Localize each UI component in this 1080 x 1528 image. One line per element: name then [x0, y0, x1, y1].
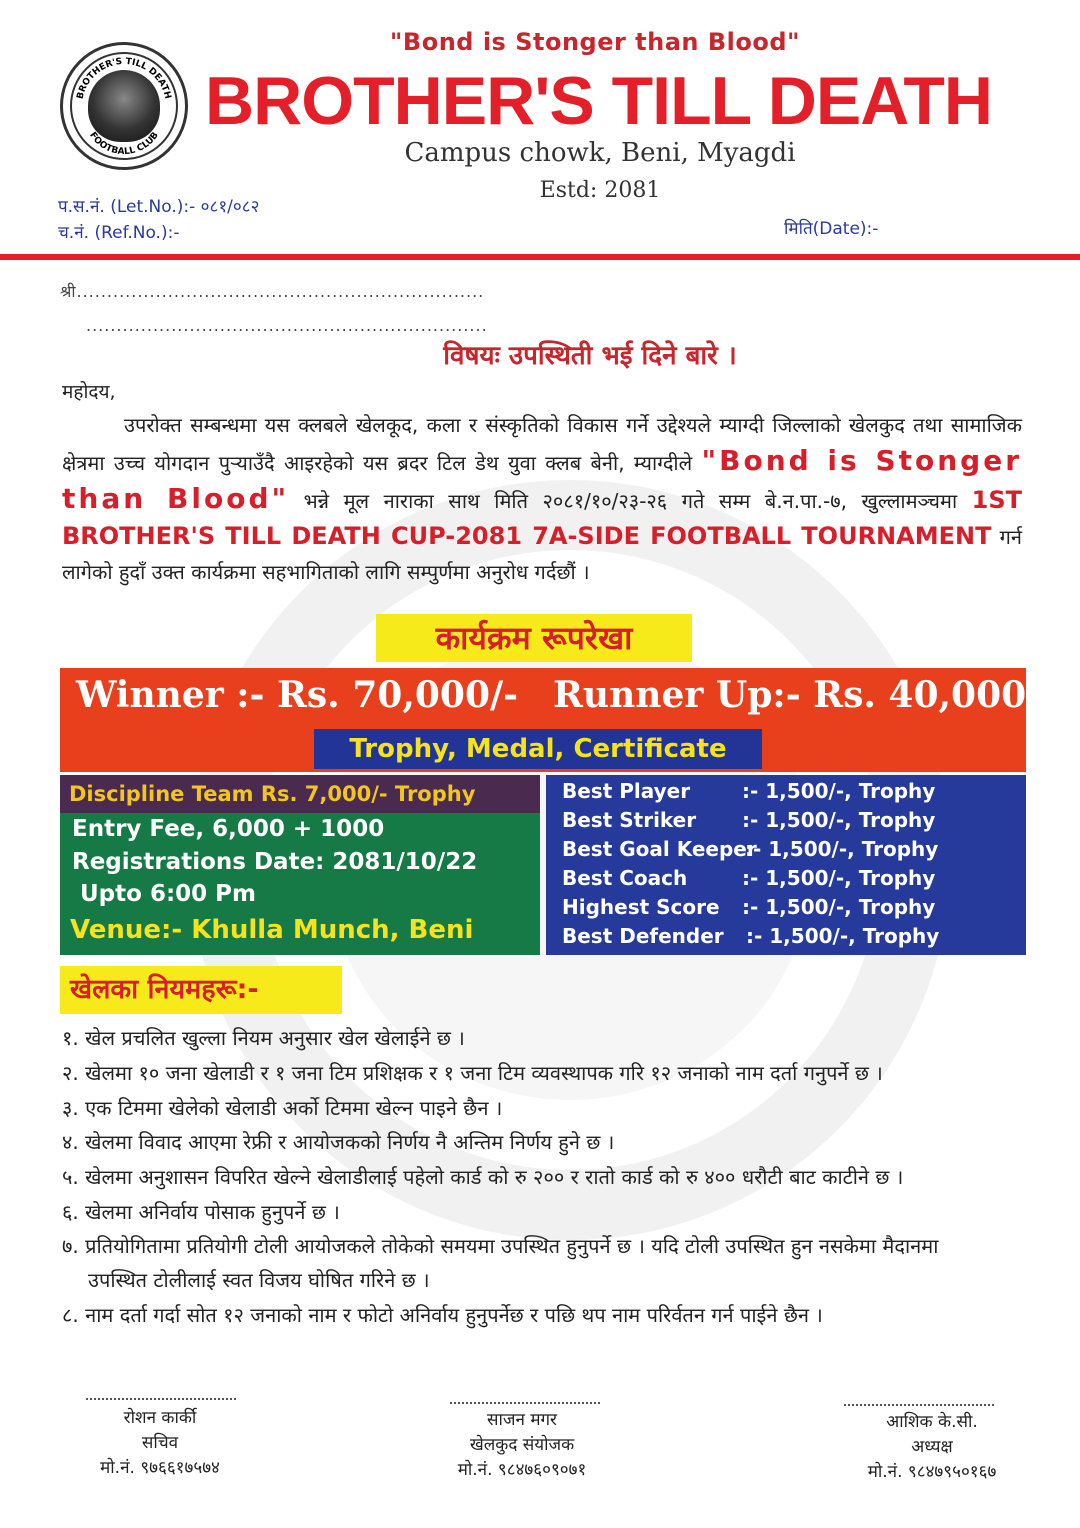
award-value: :- 1,500/-, Trophy: [742, 895, 936, 919]
award-value: :- 1,500/-, Trophy: [742, 866, 936, 890]
salutation: महोदय,: [62, 381, 116, 403]
rule-item: ३. एक टिममा खेलेको खेलाडी अर्को टिममा खेल्न पाइने छैन ।: [62, 1096, 503, 1120]
body-part-2: भन्ने मूल नाराका साथ मिति २०८१/१०/२३-२६ गते सम्म बे.न.पा.-७, खुल्लामञ्चमा: [303, 489, 958, 513]
signatory-role: सचिव: [141, 1433, 179, 1453]
signature-line: [86, 1398, 236, 1400]
signatory-name: आशिक के.सी.: [886, 1412, 978, 1432]
award-name: Best Defender: [562, 924, 724, 948]
signature-block-secretary: [50, 1406, 270, 1481]
club-logo-text: [60, 42, 188, 170]
rule-item: ७. प्रतियोगितामा प्रतियोगी टोली आयोजकले तोकेको समयमा उपस्थित हुनुपर्ने छ । यदि टोली उपस्थित हुन नसकेमा मैदानमा: [62, 1234, 939, 1258]
signatory-phone: मो.नं. ९७६६१७५७४: [100, 1458, 220, 1478]
registration-date: Registrations Date: 2081/10/22: [72, 849, 478, 875]
signature-line: [844, 1404, 994, 1406]
recipient-prefix: श्री: [60, 282, 77, 301]
rule-item-continued: उपस्थित टोलीलाई स्वत विजय घोषित गरिने छ ।: [88, 1268, 430, 1292]
club-address: Campus chowk, Beni, Myagdi: [404, 138, 796, 168]
award-name: Best Player: [562, 779, 691, 803]
signature-block-president: [822, 1410, 1042, 1485]
logo-bottom-text: FOOTBALL CLUB: [87, 130, 161, 158]
rule-item: ४. खेलमा विवाद आएमा रेफ्री र आयोजकको निर्णय नै अन्तिम निर्णय हुने छ ।: [62, 1130, 615, 1154]
programme-title: कार्यक्रम रूपरेखा: [376, 614, 692, 662]
discipline-award: Discipline Team Rs. 7,000/- Trophy: [60, 775, 540, 813]
body-part-3: गर्न लागेको हुदाँ उक्त कार्यक्रमा सहभागिताको लागि सम्पुर्णमा अनुरोध गर्दछौं ।: [62, 525, 1022, 584]
winner-prize: Winner :- Rs. 70,000/-: [76, 674, 519, 716]
award-name: Best Coach: [562, 866, 688, 890]
header-divider: [0, 254, 1080, 260]
tournament-name: 1ST BROTHER'S TILL DEATH CUP-2081 7A-SIDE FOOTBALL TOURNAMENT: [62, 486, 1023, 550]
signature-line: [450, 1402, 600, 1404]
logo-top-text: BROTHER'S TILL DEATH: [75, 56, 173, 101]
body-part-1: उपरोक्त सम्बन्धमा यस क्लबले खेलकूद, कला र संस्कृतिको विकास गर्ने उद्देश्यले म्याग्दी जिल्लाको खेलकुद तथा सामाजिक क्षेत्रमा उच्च योगदान पुऱ्याउँदै आइरहेको यस ब्रदर टिल डेथ युवा क्लब बेनी, म्याग्दीले: [62, 413, 1022, 475]
rules-title: खेलका नियमहरू:-: [60, 966, 342, 1014]
club-slogan: "Bond is Stonger than Blood": [389, 28, 801, 56]
rule-item: ६. खेलमा अनिर्वाय पोसाक हुनुपर्ने छ ।: [62, 1200, 340, 1224]
registration-time: Upto 6:00 Pm: [80, 881, 256, 907]
award-value: :- 1,500/-, Trophy: [746, 924, 940, 948]
award-value: :- 1,500/-, Trophy: [742, 808, 936, 832]
award-name: Best Striker: [562, 808, 697, 832]
award-value: :- 1,500/-, Trophy: [745, 837, 939, 861]
recipient-line-2: ..................................................................: [86, 316, 488, 335]
rule-item: २. खेलमा १० जना खेलाडी र १ जना टिम प्रशिक्षक र १ जना टिम व्यवस्थापक गरि १२ जनाको नाम दर्ता गनुपर्ने छ ।: [62, 1061, 883, 1085]
rule-item: ८. नाम दर्ता गर्दा सोत १२ जनाको नाम र फोटो अनिर्वाय हुनुपर्नेछ र पछि थप नाम परिर्वतन गर्न पाईने छैन ।: [62, 1303, 823, 1327]
body-slogan: "Bond is Stonger than Blood": [62, 444, 1023, 515]
signatory-name: रोशन कार्की: [123, 1408, 197, 1428]
recipient-line: [60, 280, 484, 302]
venue: Venue:- Khulla Munch, Beni: [70, 915, 474, 945]
signatory-phone: मो.नं. ९८४७६०९०७१: [457, 1460, 587, 1480]
entry-fee: Entry Fee, 6,000 + 1000: [72, 816, 385, 842]
recipient-dots: ...................................................................: [76, 282, 485, 301]
award-name: Best Goal Keeper: [562, 837, 757, 861]
signatory-phone: मो.नं. ९८४७९५०१६७: [867, 1462, 997, 1482]
rule-item: १. खेल प्रचलित खुल्ला नियम अनुसार खेल खेलाईने छ ।: [62, 1026, 465, 1050]
rule-item: ५. खेलमा अनुशासन विपरित खेल्ने खेलाडीलाई पहेलो कार्ड को रु २०० र रातो कार्ड को रु ४०० धरौटी बाट काटीने छ ।: [62, 1165, 904, 1189]
letter-subject: विषयः उपस्थिती भई दिने बारे ।: [443, 341, 737, 371]
date-label: मिति(Date):-: [784, 219, 879, 239]
reference-number: च.नं. (Ref.No.):-: [58, 223, 180, 243]
letter-number: प.स.नं. (Let.No.):- ०८१/०८२: [58, 197, 260, 217]
signatory-role: खेलकुद संयोजक: [469, 1435, 575, 1455]
runner-up-prize: Runner Up:- Rs. 40,000/-: [553, 674, 1055, 716]
club-name: BROTHER'S TILL DEATH: [205, 63, 992, 139]
letter-body: [62, 408, 1022, 590]
trophy-medal-certificate: Trophy, Medal, Certificate: [314, 729, 762, 769]
award-value: :- 1,500/-, Trophy: [742, 779, 936, 803]
club-established: Estd: 2081: [539, 178, 661, 203]
signatory-name: साजन मगर: [486, 1410, 558, 1430]
signature-block-sports-coordinator: [412, 1408, 632, 1483]
award-name: Highest Score: [562, 895, 720, 919]
signatory-role: अध्यक्ष: [911, 1437, 953, 1457]
